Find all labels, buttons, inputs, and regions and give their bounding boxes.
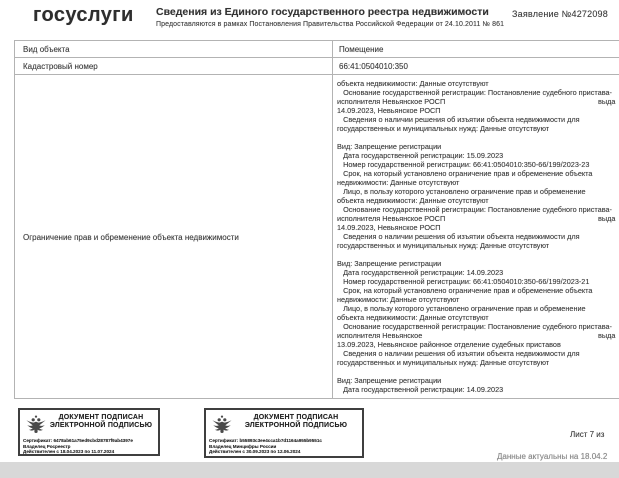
- restriction-line: Основание государственной регистрации: Постановление судебного пристава-: [337, 88, 612, 97]
- restriction-line: [337, 250, 619, 259]
- restriction-line: Сведения о наличии решения об изъятии объекта недвижимости для: [337, 349, 580, 358]
- registry-table: [14, 40, 619, 399]
- stamp-certificate: Сертификат: 6478ab61a75ed9cbd28787f9ab4397e: [23, 438, 133, 443]
- signature-stamp: [18, 408, 160, 456]
- restriction-line: недвижимости: Данные отсутствуют: [337, 178, 460, 187]
- sheet-number: Лист 7 из: [570, 430, 605, 439]
- restriction-line: [337, 133, 619, 142]
- restriction-line: Дата государственной регистрации: 15.09.2023: [337, 151, 504, 160]
- clipped-text-fragment: выда: [598, 331, 616, 340]
- restriction-line: государственных и муниципальных нужд: Данные отсутствуют: [337, 124, 550, 133]
- restriction-line: объекта недвижимости: Данные отсутствуют: [337, 313, 489, 322]
- stamp-owner: Владелец Росреестр: [23, 443, 71, 449]
- restriction-line: Лицо, в пользу которого установлено ограничение прав и обременение: [337, 304, 586, 313]
- russia-emblem-icon: [24, 413, 48, 437]
- restriction-line: Номер государственной регистрации: 66:41:0504010:350-66/199/2023-21: [337, 277, 590, 286]
- restriction-line: Срок, на который установлено ограничение прав и обременение объекта: [337, 286, 593, 295]
- restriction-line: государственных и муниципальных нужд: Данные отсутствуют: [337, 358, 550, 367]
- restriction-line: Вид: Запрещение регистрации: [337, 259, 442, 268]
- desk-background: [0, 462, 619, 478]
- table-row: [15, 41, 619, 58]
- restriction-line: [337, 367, 619, 376]
- restriction-line: Дата государственной регистрации: 14.09.2023: [337, 385, 504, 394]
- restriction-line: исполнителя Невьянское РОСП выда: [337, 214, 616, 223]
- restriction-line: Вид: Запрещение регистрации: [337, 376, 442, 385]
- restriction-line: Номер государственной регистрации: 66:41:0504010:350-66/199/2023-23: [337, 160, 590, 169]
- stamp-validity: Действителен с 30.09.2023 по 12.06.2024: [209, 449, 301, 454]
- table-row: [15, 58, 619, 75]
- restriction-line: Лицо, в пользу которого установлено ограничение прав и обременение: [337, 187, 586, 196]
- restriction-line: 13.09.2023, Невьянское районное отделение судебных приставов: [337, 340, 561, 349]
- restriction-line: Основание государственной регистрации: Постановление судебного пристава-: [337, 322, 612, 331]
- row-value: 66:41:0504010:350: [339, 62, 408, 71]
- stamp-title: ДОКУМЕНТ ПОДПИСАН ЭЛЕКТРОННОЙ ПОДПИСЬЮ: [244, 414, 348, 429]
- restriction-line: государственных и муниципальных нужд: Данные отсутствуют: [337, 241, 550, 250]
- restriction-line: 14.09.2023, Невьянское РОСП: [337, 223, 441, 232]
- signature-stamp: [204, 408, 364, 458]
- stamp-validity: Действителен с 18.04.2023 по 11.07.2024: [23, 449, 115, 454]
- stamp-owner: Владелец Минцифры России: [209, 443, 277, 449]
- stamp-details: [206, 437, 362, 455]
- stamp-certificate: Сертификат: b55893c3ee4cca1b7d1164a955b9551c: [209, 438, 322, 443]
- page-title: Сведения из Единого государственного реестра недвижимости: [156, 6, 489, 18]
- row-label: Кадастровый номер: [15, 58, 333, 74]
- row-label: Вид объекта: [15, 41, 333, 57]
- restriction-line: исполнителя Невьянское РОСП выда: [337, 97, 616, 106]
- restriction-line: Основание государственной регистрации: Постановление судебного пристава-: [337, 205, 612, 214]
- restriction-line: Сведения о наличии решения об изъятии объекта недвижимости для: [337, 232, 580, 241]
- stamp-header: [206, 410, 362, 437]
- restriction-line: Сведения о наличии решения об изъятии объекта недвижимости для: [337, 115, 580, 124]
- russia-emblem-icon: [210, 413, 234, 437]
- stamp-header: [20, 410, 158, 437]
- restriction-line: 14.09.2023, Невьянское РОСП: [337, 106, 441, 115]
- page-subtitle: Предоставляются в рамках Постановления Правительства Российской Федерации от 24.10.2011 № 861: [156, 21, 505, 28]
- row-value: Помещение: [339, 45, 384, 54]
- row-label: Ограничение прав и обременение объекта недвижимости: [15, 75, 333, 398]
- clipped-text-fragment: выда: [598, 97, 616, 106]
- stamp-title: ДОКУМЕНТ ПОДПИСАН ЭЛЕКТРОННОЙ ПОДПИСЬЮ: [49, 414, 153, 429]
- application-number: Заявление №4272098: [512, 9, 608, 19]
- gosuslugi-logo: госуслуги: [33, 4, 134, 26]
- restrictions-cell: [333, 75, 619, 398]
- data-actuality: Данные актуальны на 18.04.2: [497, 452, 608, 461]
- restriction-line: Дата государственной регистрации: 14.09.2023: [337, 268, 504, 277]
- table-row: [15, 75, 619, 398]
- stamp-details: [20, 437, 158, 455]
- restriction-line: объекта недвижимости: Данные отсутствуют: [337, 196, 489, 205]
- restriction-line: Вид: Запрещение регистрации: [337, 142, 442, 151]
- restriction-line: недвижимости: Данные отсутствуют: [337, 295, 460, 304]
- clipped-text-fragment: выда: [598, 214, 616, 223]
- restriction-line: объекта недвижимости: Данные отсутствуют: [337, 79, 489, 88]
- restriction-line: исполнителя Невьянское выда: [337, 331, 616, 340]
- restriction-line: Срок, на который установлено ограничение прав и обременение объекта: [337, 169, 593, 178]
